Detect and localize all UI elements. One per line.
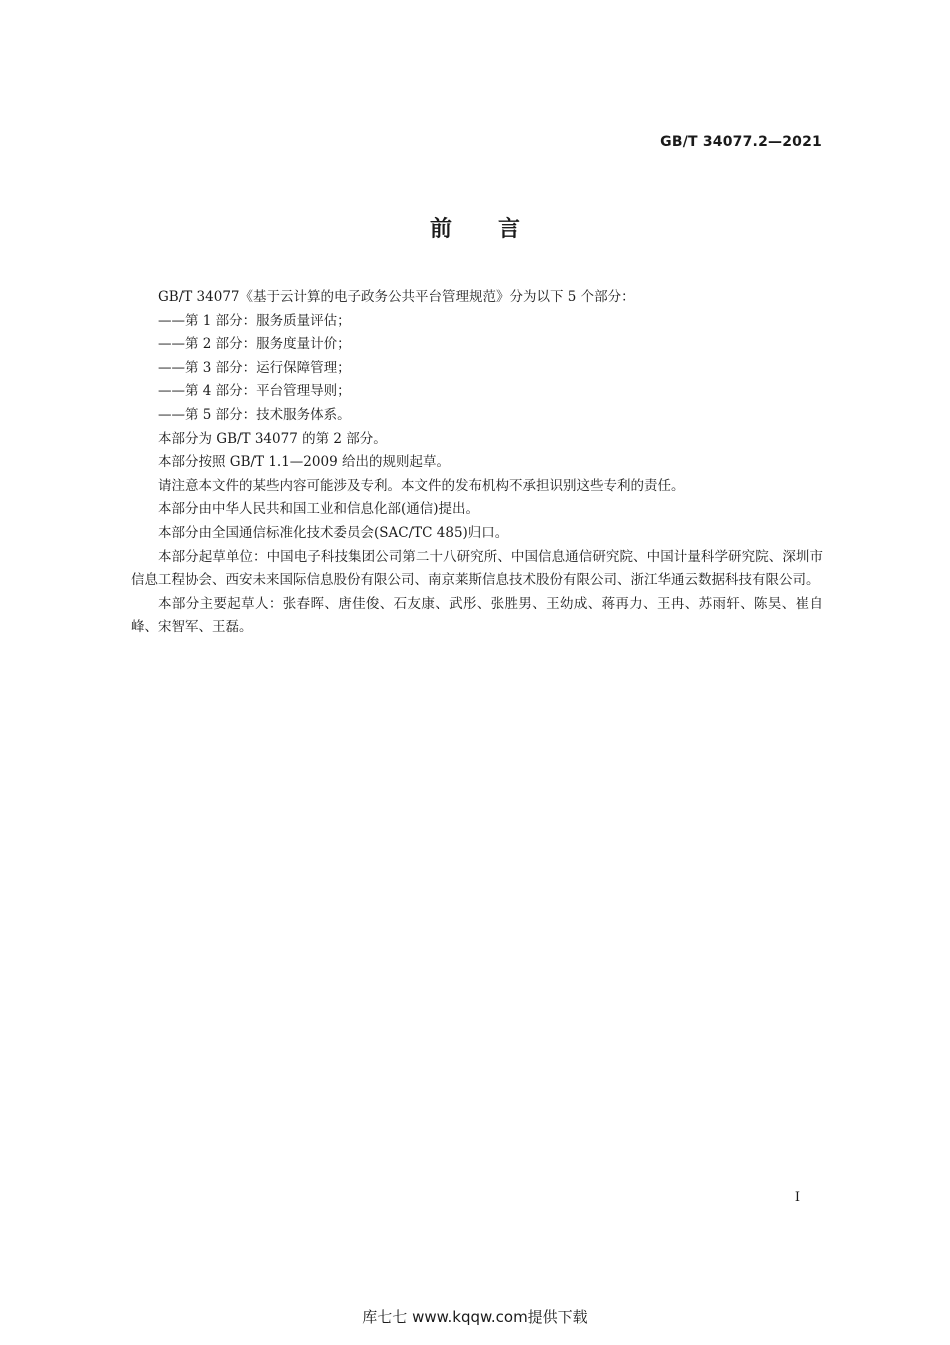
list-item-part-3: ——第 3 部分：运行保障管理； <box>158 359 351 376</box>
paragraph-proposer: 本部分由中华人民共和国工业和信息化部(通信)提出。 <box>158 501 480 518</box>
paragraph-committee: 本部分由全国通信标准化技术委员会(SAC/TC 485)归口。 <box>158 524 509 541</box>
paragraph-part-statement: 本部分为 GB/T 34077 的第 2 部分。 <box>158 430 387 447</box>
foreword-body <box>131 286 823 640</box>
paragraph-drafters: 本部分主要起草人：张春晖、唐佳俊、石友康、武彤、张胜男、王幼成、蒋再力、王冉、苏雨轩、陈昊、崔自峰、宋智军、王磊。 <box>131 595 823 636</box>
page-title: 前言 <box>429 217 566 242</box>
list-item-part-2: ——第 2 部分：服务度量计价； <box>158 336 351 353</box>
standard-code: GB/T 34077.2—2021 <box>660 134 822 150</box>
paragraph-drafting-units: 本部分起草单位：中国电子科技集团公司第二十八研究所、中国信息通信研究院、中国计量科学研究院、深圳市信息工程协会、西安未来国际信息股份有限公司、南京莱斯信息技术股份有限公司、浙江华通云数据科技有限公司。 <box>131 548 823 589</box>
page-number: I <box>794 1190 800 1205</box>
list-item-part-1: ——第 1 部分：服务质量评估； <box>158 312 351 329</box>
footer-watermark: 库七七 www.kqqw.com提供下载 <box>362 1308 588 1326</box>
list-item-part-4: ——第 4 部分：平台管理导则； <box>158 383 351 400</box>
paragraph-drafting-rules: 本部分按照 GB/T 1.1—2009 给出的规则起草。 <box>158 454 450 471</box>
list-item-part-5: ——第 5 部分：技术服务体系。 <box>158 406 351 423</box>
paragraph-intro: GB/T 34077《基于云计算的电子政务公共平台管理规范》分为以下 5 个部分： <box>158 289 635 305</box>
paragraph-patent-notice: 请注意本文件的某些内容可能涉及专利。本文件的发布机构不承担识别这些专利的责任。 <box>158 477 685 494</box>
